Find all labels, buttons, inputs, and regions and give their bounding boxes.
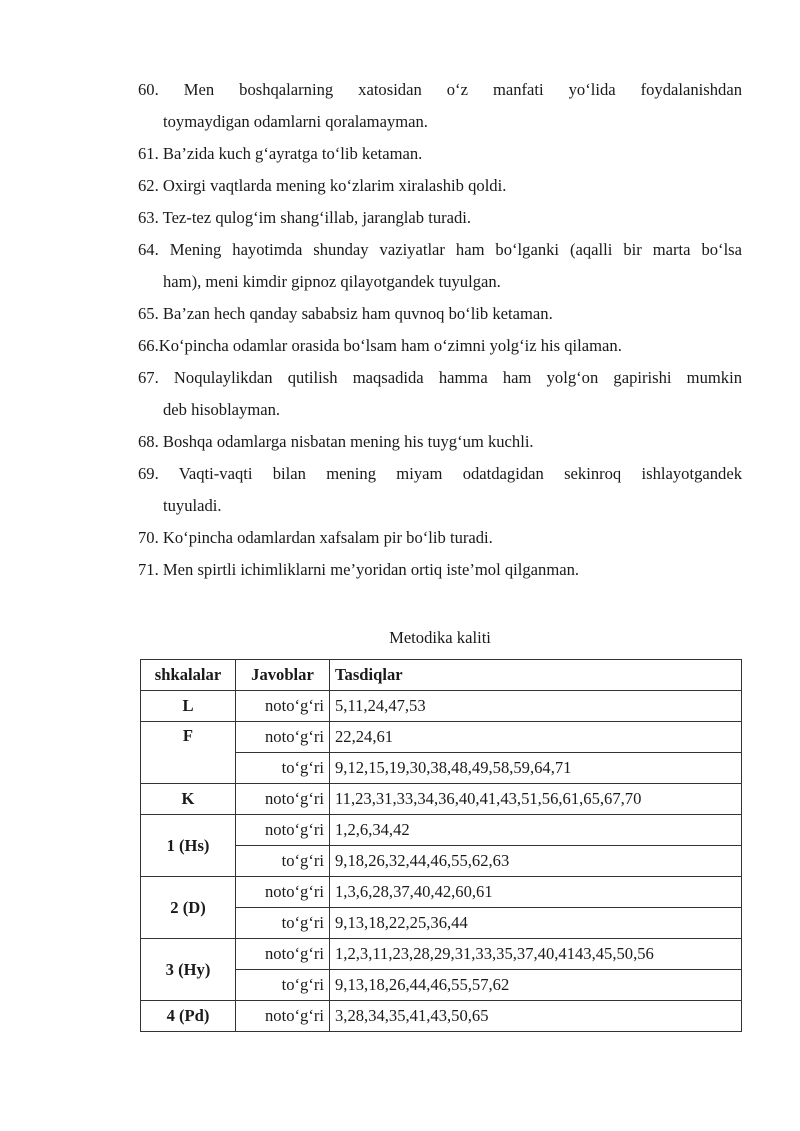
column-header-scales: shkalalar [141, 660, 236, 691]
question-continuation: tuyuladi. [163, 496, 222, 515]
question-item-65 [138, 298, 742, 330]
scale-cell: F [141, 722, 236, 784]
statements-cell: 9,13,18,26,44,46,55,57,62 [330, 970, 742, 1001]
question-continuation: toymaydigan odamlarni qoralamayman. [163, 112, 428, 131]
question-item-66 [138, 330, 742, 362]
statements-cell: 9,18,26,32,44,46,55,62,63 [330, 846, 742, 877]
table-caption: Metodika kaliti [389, 628, 491, 647]
answer-cell: noto‘g‘ri [236, 1001, 330, 1032]
scale-cell: K [141, 784, 236, 815]
table-row [141, 815, 742, 846]
question-item-61 [138, 138, 742, 170]
question-continuation: deb hisoblayman. [163, 400, 281, 419]
statements-cell: 1,2,6,34,42 [330, 815, 742, 846]
question-item-62 [138, 170, 742, 202]
answer-cell: noto‘g‘ri [236, 939, 330, 970]
question-item-69 [138, 458, 742, 522]
column-header-answers: Javoblar [236, 660, 330, 691]
question-text: 67. Noqulaylikdan qutilish maqsadida hamma ham yolg‘on gapirishi mumkin [138, 368, 742, 387]
method-key-table [140, 659, 742, 1032]
answer-cell: to‘g‘ri [236, 970, 330, 1001]
table-row [141, 1001, 742, 1032]
answer-cell: to‘g‘ri [236, 846, 330, 877]
table-header-row [141, 660, 742, 691]
table-row [141, 722, 742, 753]
answer-cell: noto‘g‘ri [236, 784, 330, 815]
question-text: 61. Ba’zida kuch g‘ayratga to‘lib ketaman. [138, 144, 423, 163]
table-row [141, 877, 742, 908]
question-item-70 [138, 522, 742, 554]
column-header-statements: Tasdiqlar [330, 660, 742, 691]
statements-cell: 22,24,61 [330, 722, 742, 753]
table-row [141, 939, 742, 970]
question-text: 64. Mening hayotimda shunday vaziyatlar ham bo‘lganki (aqalli bir marta bo‘lsa [138, 240, 742, 259]
scale-cell: 4 (Pd) [141, 1001, 236, 1032]
answer-cell: noto‘g‘ri [236, 877, 330, 908]
question-text: 69. Vaqti-vaqti bilan mening miyam odatdagidan sekinroq ishlayotgandek [138, 464, 742, 483]
scale-cell: 3 (Hy) [141, 939, 236, 1001]
statements-cell: 3,28,34,35,41,43,50,65 [330, 1001, 742, 1032]
question-item-64 [138, 234, 742, 298]
statements-cell: 11,23,31,33,34,36,40,41,43,51,56,61,65,67,70 [330, 784, 742, 815]
question-text: 70. Ko‘pincha odamlardan xafsalam pir bo‘lib turadi. [138, 528, 493, 547]
question-text: 68. Boshqa odamlarga nisbatan mening his tuyg‘um kuchli. [138, 432, 534, 451]
statements-cell: 9,13,18,22,25,36,44 [330, 908, 742, 939]
question-item-60 [138, 74, 742, 138]
question-item-67 [138, 362, 742, 426]
answer-cell: noto‘g‘ri [236, 691, 330, 722]
statements-cell: 5,11,24,47,53 [330, 691, 742, 722]
scale-cell: 1 (Hs) [141, 815, 236, 877]
question-item-71 [138, 554, 742, 586]
scale-cell: 2 (D) [141, 877, 236, 939]
question-text: 62. Oxirgi vaqtlarda mening ko‘zlarim xiralashib qoldi. [138, 176, 507, 195]
questionnaire-items [138, 74, 742, 586]
statements-cell: 1,3,6,28,37,40,42,60,61 [330, 877, 742, 908]
question-text: 71. Men spirtli ichimliklarni me’yoridan ortiq iste’mol qilganman. [138, 560, 580, 579]
question-text: 63. Tez-tez qulog‘im shang‘illab, jaranglab turadi. [138, 208, 472, 227]
question-item-68 [138, 426, 742, 458]
table-row [141, 784, 742, 815]
answer-cell: noto‘g‘ri [236, 815, 330, 846]
answer-cell: to‘g‘ri [236, 908, 330, 939]
question-text: 60. Men boshqalarning xatosidan o‘z manfati yo‘lida foydalanishdan [138, 80, 742, 99]
question-text: 65. Ba’zan hech qanday sababsiz ham quvnoq bo‘lib ketaman. [138, 304, 553, 323]
answer-cell: to‘g‘ri [236, 753, 330, 784]
question-item-63 [138, 202, 742, 234]
statements-cell: 9,12,15,19,30,38,48,49,58,59,64,71 [330, 753, 742, 784]
scale-cell: L [141, 691, 236, 722]
question-continuation: ham), meni kimdir gipnoz qilayotgandek tuyulgan. [163, 272, 501, 291]
statements-cell: 1,2,3,11,23,28,29,31,33,35,37,40,4143,45,50,56 [330, 939, 742, 970]
answer-cell: noto‘g‘ri [236, 722, 330, 753]
question-text: 66.Ko‘pincha odamlar orasida bo‘lsam ham o‘zimni yolg‘iz his qilaman. [138, 336, 622, 355]
table-row [141, 691, 742, 722]
